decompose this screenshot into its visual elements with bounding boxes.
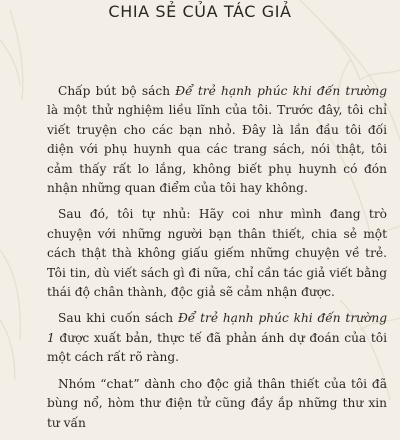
chapter-heading: CHIA SẺ CỦA TÁC GIẢ — [108, 2, 292, 21]
paragraph-text: Sau khi cuốn sách — [58, 311, 178, 326]
paragraph — [47, 375, 387, 433]
paragraph-text: Nhóm “chat” dành cho độc giả thân thiết của tôi đã bùng nổ, hòm thư điện tử cũng đầy ắp những thư xin tư vấn — [47, 376, 387, 430]
paragraph — [47, 309, 387, 367]
paragraph-text: là một thử nghiệm liều lĩnh của tôi. Trước đây, tôi chỉ viết truyện cho các bạn nhỏ. Đây là lần đầu tôi đối diện với phụ huynh qua các trang sách, nói thật, tôi cảm thấy rất lo lắng, không biết phụ huynh có đón nhận những quan điểm của tôi hay không. — [47, 103, 387, 196]
paragraph-text: Chấp bút bộ sách — [58, 84, 176, 98]
book-title-text: Để trẻ hạnh phúc khi đến trường — [175, 84, 387, 98]
paragraph-text: Sau đó, tôi tự nhủ: Hãy coi như mình đang trò chuyện với những người bạn thân thiết, chia sẻ một cách thật thà không giấu giếm những chuyện về trẻ. Tôi tin, dù viết sách gì đi nữa, chỉ cần tác giả viết bằng thái độ chân thành, độc giả sẽ cảm nhận được. — [47, 207, 387, 300]
paragraph — [47, 82, 387, 198]
paragraph-text: được xuất bản, thực tế đã phản ánh dự đoán của tôi một cách rất rõ ràng. — [47, 330, 387, 365]
book-title-text: Để trẻ hạnh phúc khi đến trường 1 — [47, 311, 387, 345]
paragraph — [47, 205, 387, 302]
body-text — [47, 82, 387, 440]
